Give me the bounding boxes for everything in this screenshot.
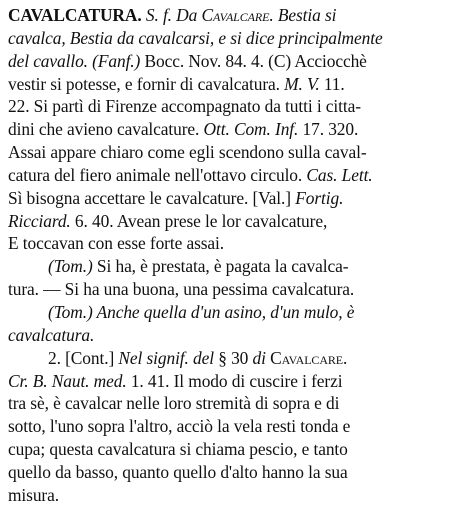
text-segment: cupa; questa cavalcatura si chiama pescio, e tanto xyxy=(8,439,348,460)
text-segment: Cr. B. Naut. med. xyxy=(8,370,127,391)
entry-line xyxy=(8,484,467,507)
text-segment: dini che avieno cavalcature. xyxy=(8,119,204,140)
text-segment: Cavalcare xyxy=(270,347,344,368)
text-segment: (Tom.) Anche quella d'un asino, d'un mulo, è xyxy=(48,301,355,322)
entry-line xyxy=(8,255,467,278)
text-segment: tra sè, è cavalcar nelle loro stremità di sopra e di xyxy=(8,393,340,414)
entry-line xyxy=(8,324,467,347)
text-segment: 17. 320. xyxy=(298,119,359,140)
entry-line xyxy=(8,415,467,438)
text-segment: tura. — Si ha una buona, una pessima cavalcatura. xyxy=(8,279,355,300)
text-segment: vestir si potesse, e fornir di cavalcatura. xyxy=(8,73,285,94)
text-segment: Fortig. xyxy=(295,187,344,208)
text-segment: Cavalcare xyxy=(201,5,270,25)
text-segment: misura. xyxy=(8,484,59,505)
text-segment: Sì bisogna accettare le cavalcature. [Val.] xyxy=(8,187,296,208)
text-segment: E toccavan con esse forte assai. xyxy=(8,233,225,254)
entry-line xyxy=(8,438,467,461)
text-segment: Bocc. Nov. 84. 4. (C) xyxy=(140,50,295,71)
entry-line xyxy=(8,232,467,255)
entry-line xyxy=(8,164,467,187)
entry-line xyxy=(8,210,467,233)
text-segment: 2. [Cont.] xyxy=(48,347,119,368)
text-segment: 22. Si partì di Firenze accompagnato da tutti i citta- xyxy=(8,96,361,117)
entry-line xyxy=(8,4,467,27)
text-segment: Ott. Com. Inf. xyxy=(203,119,299,140)
entry-line xyxy=(8,301,467,324)
entry-line xyxy=(8,187,467,210)
text-segment: . Bestia si xyxy=(269,5,337,25)
entry-line xyxy=(8,370,467,393)
entry-line xyxy=(8,27,467,50)
text-segment: 1. 41. Il modo di cuscire i ferzi xyxy=(126,370,343,391)
text-segment: Ricciard. xyxy=(8,210,71,231)
text-segment: 11. xyxy=(319,73,345,94)
text-segment: Acciocchè xyxy=(294,50,367,71)
text-segment: S. f. Da xyxy=(141,5,202,25)
entry-line xyxy=(8,347,467,370)
entry-line xyxy=(8,461,467,484)
text-segment: Nel signif. del xyxy=(118,347,214,368)
text-segment: cavalca, Bestia da cavalcarsi, e si dice principalmente xyxy=(8,27,383,48)
text-segment: sotto, l'uno sopra l'altro, acciò la vela resti tonda e xyxy=(8,416,351,437)
text-segment: M. V. xyxy=(284,73,320,94)
text-segment: catura del fiero animale nell'ottavo circulo. xyxy=(8,164,307,185)
text-segment: § 30 xyxy=(213,347,253,368)
text-segment: Cas. Lett. xyxy=(306,164,373,185)
text-segment: cavalcatura. xyxy=(8,324,95,345)
text-segment: quello da basso, quanto quello d'alto hanno la sua xyxy=(8,461,348,482)
entry-line xyxy=(8,392,467,415)
entry-line xyxy=(8,141,467,164)
text-segment: . xyxy=(343,347,348,368)
text-segment: del cavallo. (Fanf.) xyxy=(8,50,141,71)
text-segment: 6. 40. Avean prese le lor cavalcature, xyxy=(70,210,328,231)
entry-line xyxy=(8,118,467,141)
entry-line xyxy=(8,73,467,96)
entry-line xyxy=(8,50,467,73)
text-segment: Assai appare chiaro come egli scendono sulla caval- xyxy=(8,142,367,163)
entry-line xyxy=(8,95,467,118)
text-segment: (Tom.) xyxy=(48,256,93,277)
text-segment: Si ha, è prestata, è pagata la cavalca- xyxy=(92,256,349,277)
text-segment: di xyxy=(252,347,271,368)
text-segment: CAVALCATURA. xyxy=(8,5,142,25)
entry-line xyxy=(8,278,467,301)
